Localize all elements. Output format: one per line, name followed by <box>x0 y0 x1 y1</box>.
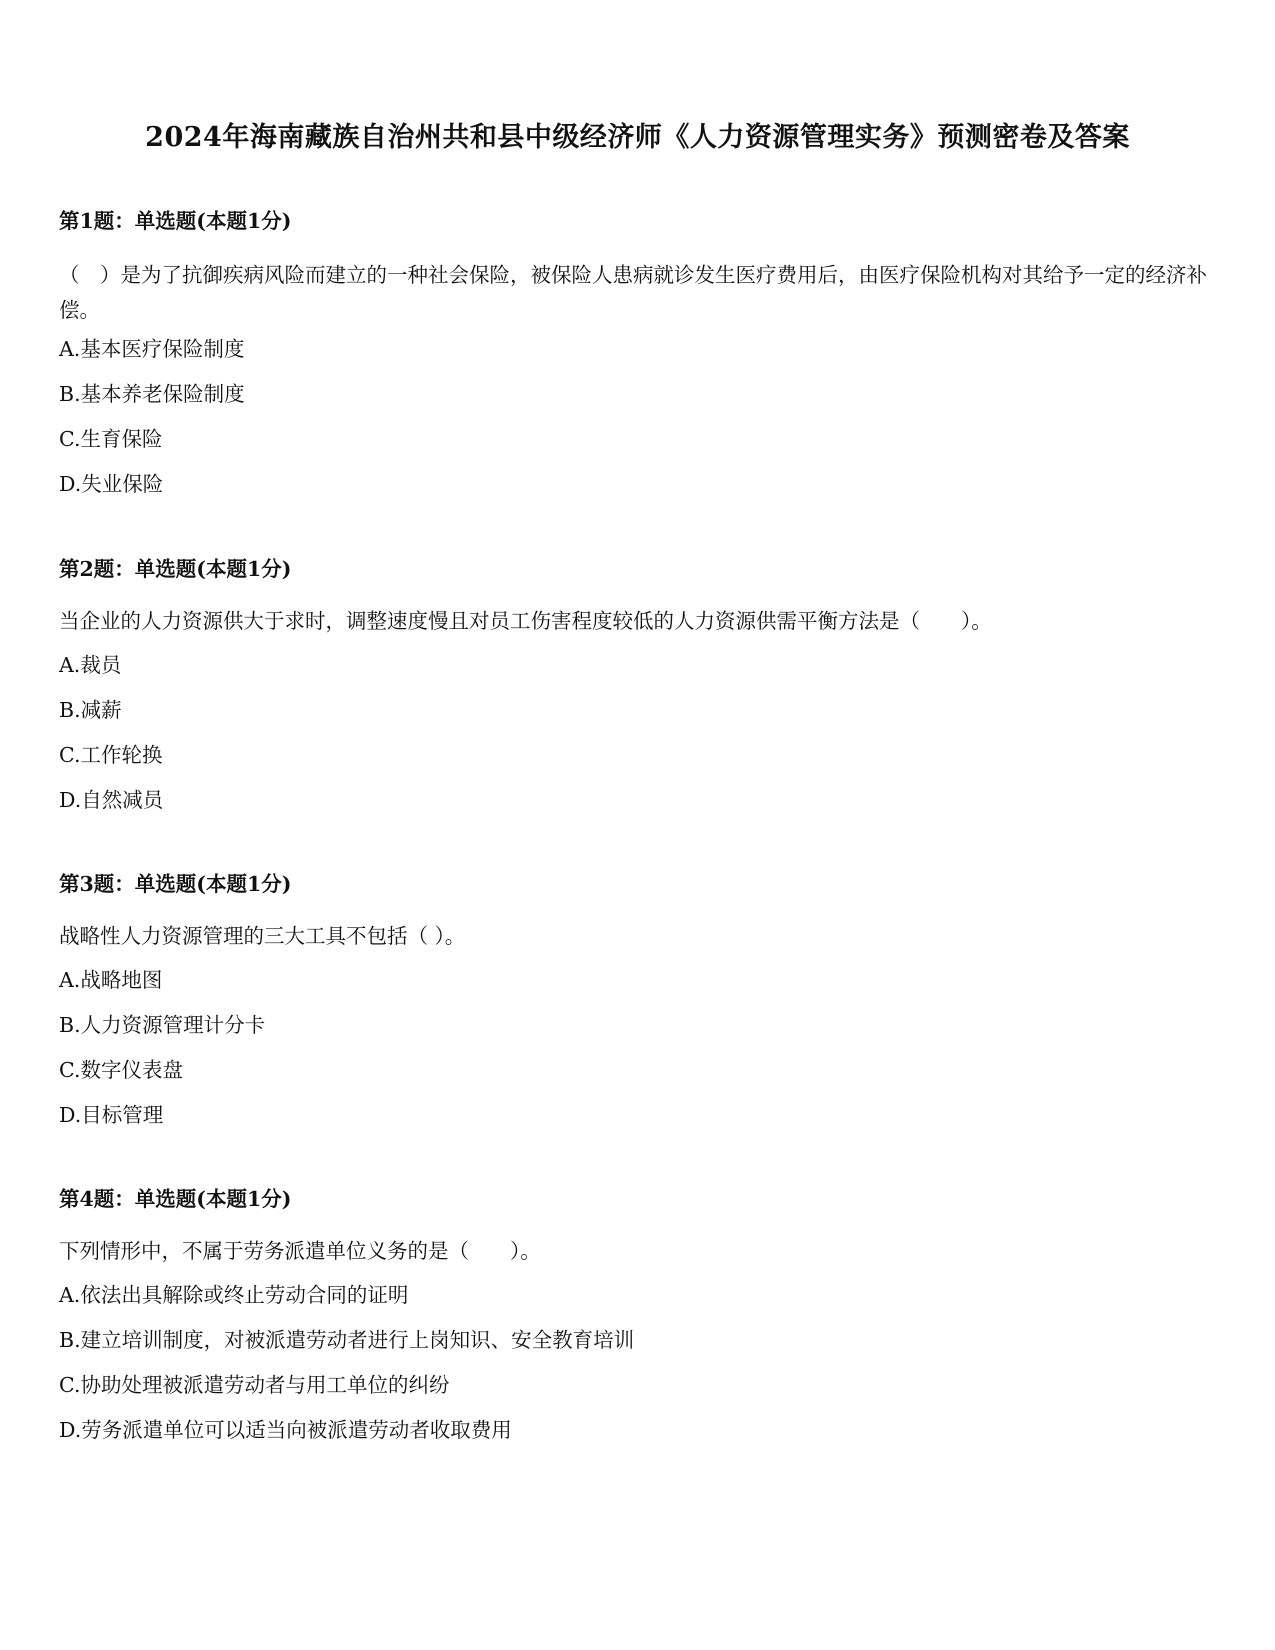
question-stem: （ ）是为了抗御疾病风险而建立的一种社会保险，被保险人患病就诊发生医疗费用后，由医疗保险机构对其给予一定的经济补偿。 <box>59 263 1207 322</box>
option-a: A.战略地图 <box>59 968 163 992</box>
option-c: C.协助处理被派遣劳动者与用工单位的纠纷 <box>59 1373 450 1397</box>
question-4 <box>59 1184 1219 1442</box>
option-b: B.建立培训制度，对被派遣劳动者进行上岗知识、安全教育培训 <box>59 1328 635 1352</box>
question-1 <box>59 206 1219 496</box>
option-d: D.劳务派遣单位可以适当向被派遣劳动者收取费用 <box>59 1418 512 1442</box>
question-header: 第3题：单选题(本题1分) <box>59 872 292 896</box>
question-3 <box>59 869 1219 1127</box>
option-b: B.减薪 <box>59 698 122 722</box>
option-a: A.裁员 <box>59 653 122 677</box>
option-b: B.人力资源管理计分卡 <box>59 1013 266 1037</box>
question-stem: 当企业的人力资源供大于求时，调整速度慢且对员工伤害程度较低的人力资源供需平衡方法是（ ）。 <box>59 609 992 633</box>
question-header: 第4题：单选题(本题1分) <box>59 1187 292 1211</box>
option-b: B.基本养老保险制度 <box>59 382 245 406</box>
question-stem: 下列情形中，不属于劳务派遣单位义务的是（ ）。 <box>59 1239 541 1263</box>
option-d: D.失业保险 <box>59 472 164 496</box>
option-a: A.依法出具解除或终止劳动合同的证明 <box>59 1283 409 1307</box>
option-d: D.目标管理 <box>59 1103 164 1127</box>
option-a: A.基本医疗保险制度 <box>59 337 245 361</box>
option-c: C.数字仪表盘 <box>59 1058 183 1082</box>
option-d: D.自然减员 <box>59 788 164 812</box>
document-title: 2024年海南藏族自治州共和县中级经济师《人力资源管理实务》预测密卷及答案 <box>145 122 1130 153</box>
question-header: 第2题：单选题(本题1分) <box>59 557 292 581</box>
question-stem: 战略性人力资源管理的三大工具不包括（ ）。 <box>59 924 466 948</box>
option-c: C.生育保险 <box>59 427 163 451</box>
question-2 <box>59 554 1219 812</box>
option-c: C.工作轮换 <box>59 743 163 767</box>
question-header: 第1题：单选题(本题1分) <box>59 209 292 233</box>
